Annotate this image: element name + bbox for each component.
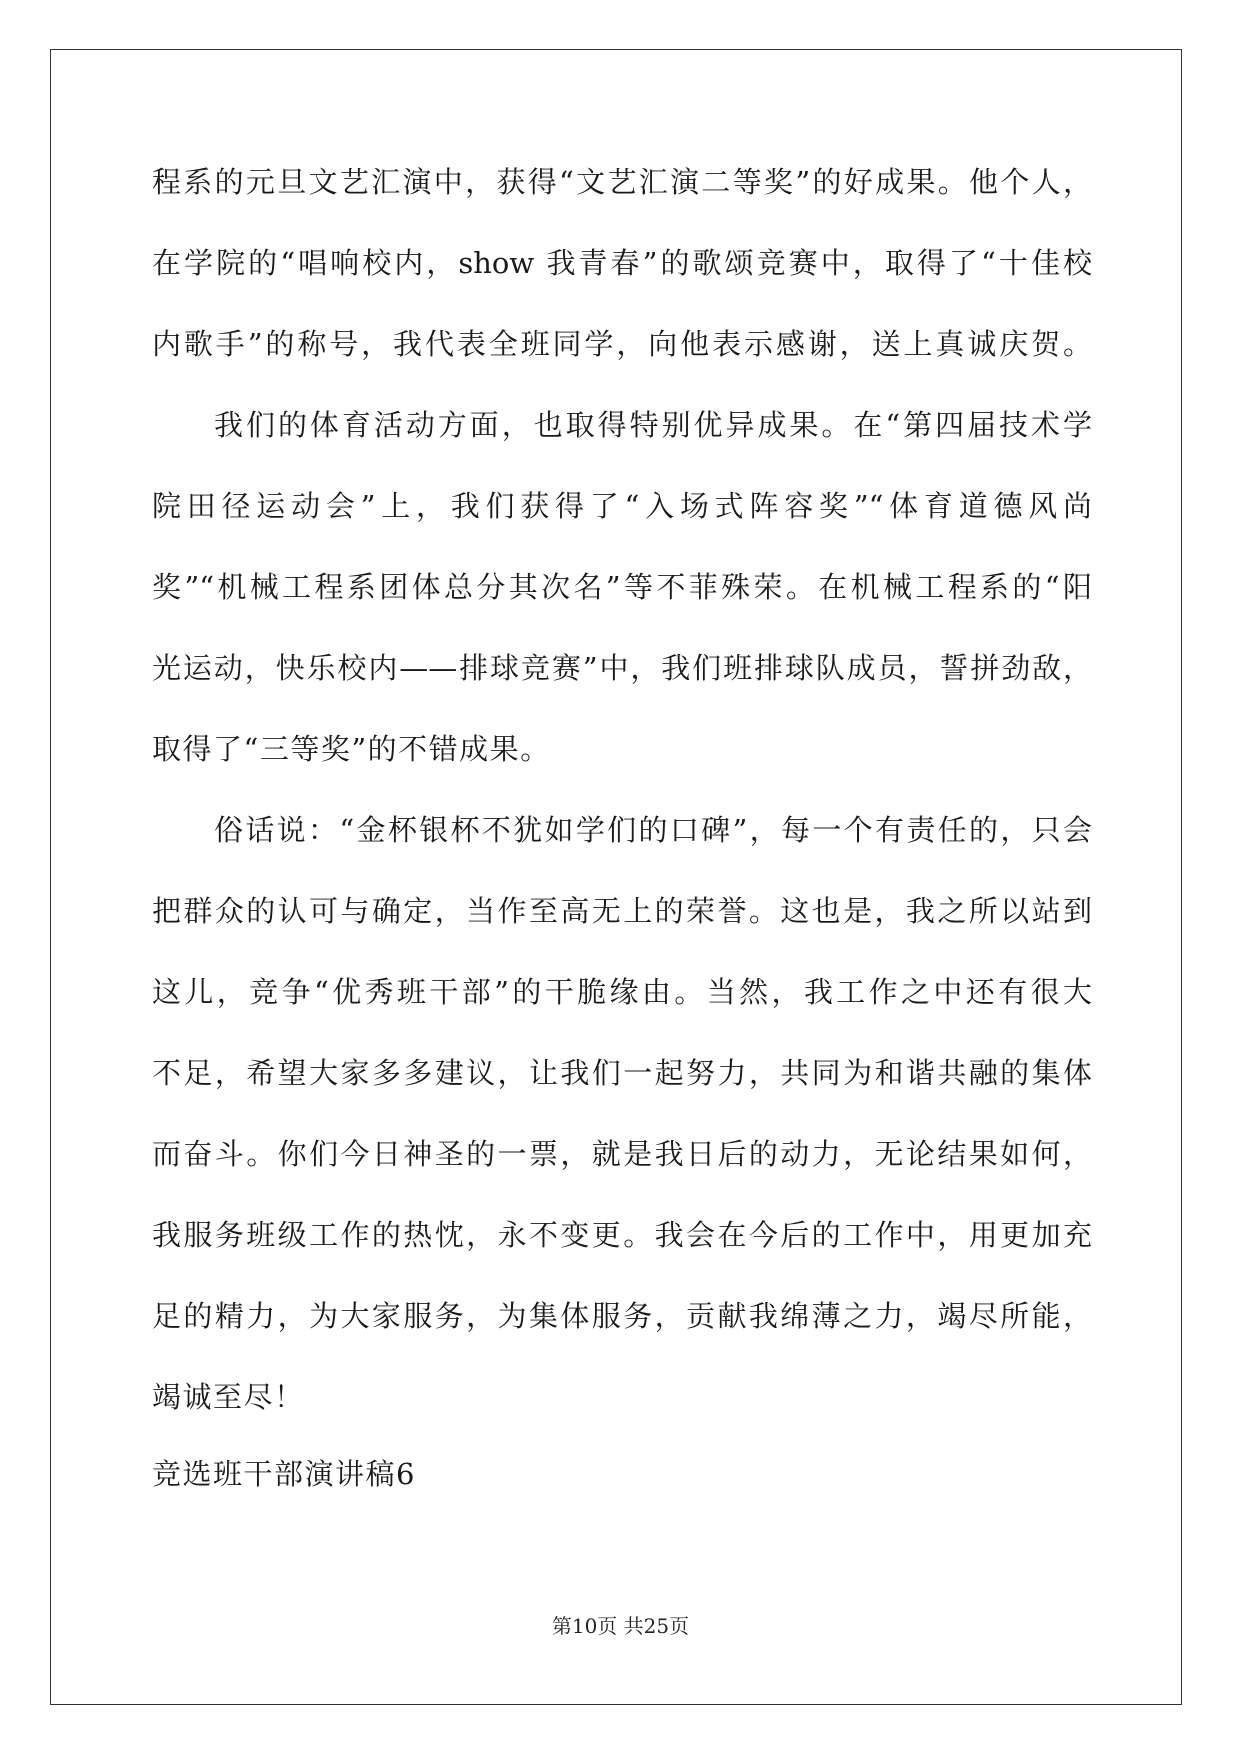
text-line: 这儿，竞争“优秀班干部”的干脆缘由。当然，我工作之中还有很大 — [152, 975, 1092, 1009]
text-line: 光运动，快乐校内——排球竞赛”中，我们班排球队成员，誓拼劲敌， — [152, 651, 1092, 685]
text-line: 奖”“机械工程系团体总分其次名”等不菲殊荣。在机械工程系的“阳 — [152, 570, 1092, 604]
text-line: 我服务班级工作的热忱，永不变更。我会在今后的工作中，用更加充 — [152, 1218, 1092, 1252]
page-number-footer: 第10页 共25页 — [551, 1614, 690, 1638]
text-line: 取得了“三等奖”的不错成果。 — [152, 732, 551, 766]
text-line: 在学院的“唱响校内，show 我青春”的歌颂竞赛中，取得了“十佳校 — [152, 246, 1092, 280]
text-line: 俗话说：“金杯银杯不犹如学们的口碑”，每一个有责任的，只会 — [214, 813, 1092, 847]
document-body — [152, 158, 1092, 1531]
text-line: 而奋斗。你们今日神圣的一票，就是我日后的动力，无论结果如何， — [152, 1137, 1092, 1171]
text-line: 内歌手”的称号，我代表全班同学，向他表示感谢，送上真诚庆贺。 — [152, 327, 1092, 361]
text-line: 我们的体育活动方面，也取得特别优异成果。在“第四届技术学 — [214, 408, 1092, 442]
text-line: 把群众的认可与确定，当作至高无上的荣誉。这也是，我之所以站到 — [152, 894, 1092, 928]
text-line: 程系的元旦文艺汇演中，获得“文艺汇演二等奖”的好成果。他个人， — [152, 165, 1092, 199]
text-line: 竭诚至尽！ — [152, 1380, 305, 1414]
text-line: 不足，希望大家多多建议，让我们一起努力，共同为和谐共融的集体 — [152, 1056, 1092, 1090]
section-heading: 竞选班干部演讲稿6 — [152, 1457, 416, 1491]
text-line: 足的精力，为大家服务，为集体服务，贡献我绵薄之力，竭尽所能， — [152, 1299, 1092, 1333]
text-line: 院田径运动会”上，我们获得了“入场式阵容奖”“体育道德风尚 — [152, 489, 1092, 523]
